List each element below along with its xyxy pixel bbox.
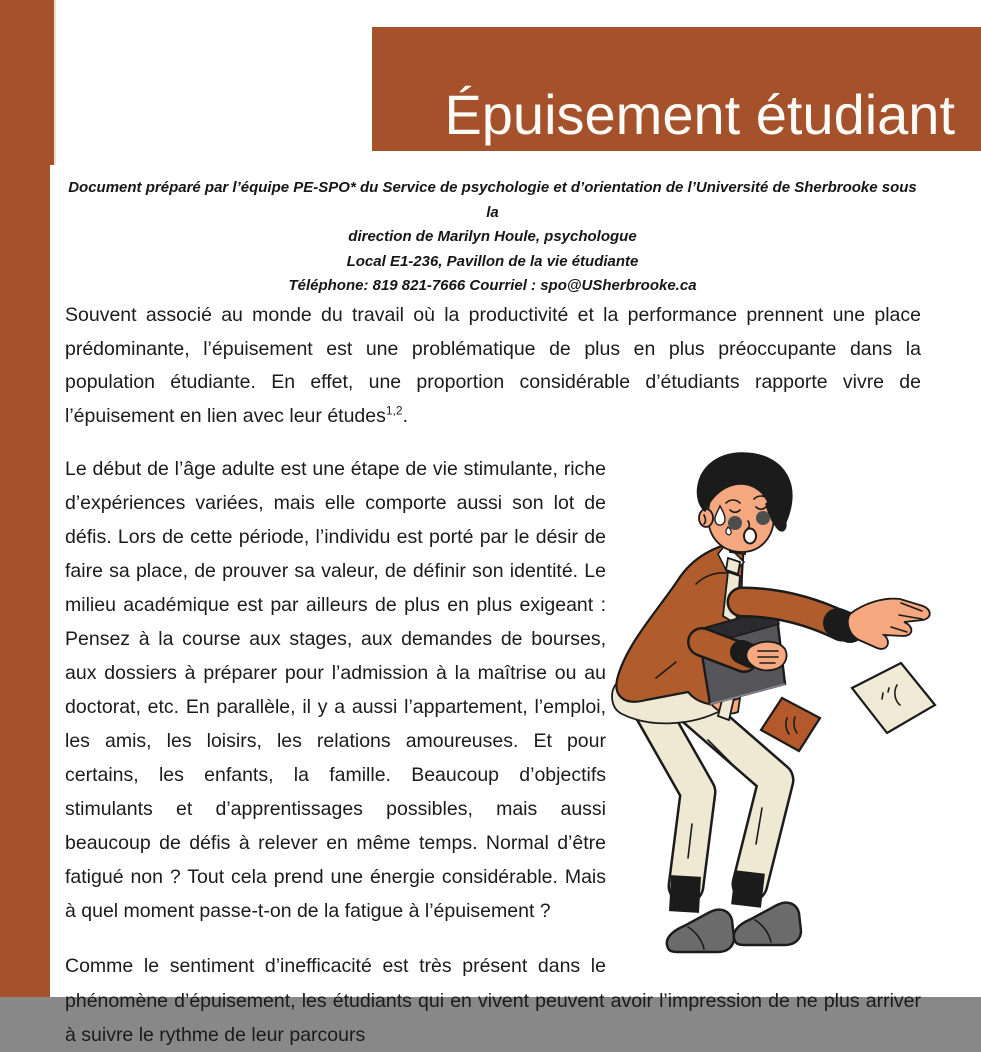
falling-paper-orange	[761, 698, 820, 751]
stressed-student-illustration	[592, 446, 980, 974]
holding-hand	[746, 642, 786, 671]
blush-left	[728, 516, 742, 530]
front-sock	[746, 872, 750, 906]
page-title: Épuisement étudiant	[444, 83, 955, 146]
blush-right	[756, 511, 770, 525]
falling-paper-cream	[852, 663, 935, 733]
left-accent-bar-top-trim	[50, 0, 56, 165]
paragraph-intro	[65, 299, 921, 433]
mouth	[744, 529, 756, 544]
head	[697, 453, 791, 552]
back-sock	[684, 876, 686, 912]
credits-block	[65, 176, 920, 299]
back-leg	[648, 704, 698, 886]
credits-line: Téléphone: 819 821-7666 Courriel : spo@USherbrooke.ca	[288, 277, 697, 294]
paragraph-intro-period: .	[402, 404, 408, 427]
credits-line: Document préparé par l’équipe PE-SPO* du Service de psychologie et d’orientation de l’Université de Sherbrooke sous la	[68, 179, 917, 221]
back-shoe	[667, 910, 734, 952]
paragraph-intro-text: Souvent associé au monde du travail où la productivité et la performance prennent une place prédominante, l’épuisement est une problématique de plus en plus préoccupante dans la population étudiante. En effet, une proportion considérable d’étudiants rapporte vivre de l’épuisement en lien avec leur études	[65, 304, 921, 427]
title-banner	[372, 27, 981, 151]
reaching-hand	[848, 599, 930, 649]
paragraph-inefficacy-first-line: Comme le sentiment d’inefficacité est très présent dans le	[65, 955, 606, 977]
left-accent-bar	[0, 0, 50, 997]
credits-line: Local E1-236, Pavillon de la vie étudiante	[346, 252, 639, 270]
paragraph-young-adult: Le début de l’âge adulte est une étape de vie stimulante, riche d’expériences variées, mais elle comporte aussi son lot de défis. Lors de cette période, l’individu est porté par le désir de faire sa place, de prouver sa valeur, de définir son identité. Le milieu académique est par ailleurs de plus en plus exigeant : Pensez à la course aux stages, aux demandes de bourses, aux dossiers à préparer pour l’admission à la maîtrise ou au doctorat, etc. En parallèle, il y a aussi l’appartement, l’emploi, les amis, les loisirs, les relations amoureuses. Et pour certains, les enfants, la famille. Beaucoup d’objectifs stimulants et d’apprentissages possibles, mais aussi beaucoup de défis à relever en même temps. Normal d’être fatigué non ? Tout cela prend une énergie considérable. Mais à quel moment passe-t-on de la fatigue à l’épuisement ?	[65, 458, 606, 922]
footnote-reference: 1,2	[385, 403, 403, 417]
credits-line: direction de Marilyn Houle, psychologue	[348, 228, 637, 245]
paragraph-clipped-line: phénomène d’épuisement, les étudiants qui en vivent peuvent avoir l’impression de ne plus arriver à suivre le rythme de leur parcours	[65, 990, 921, 1046]
front-shoe	[734, 903, 801, 945]
